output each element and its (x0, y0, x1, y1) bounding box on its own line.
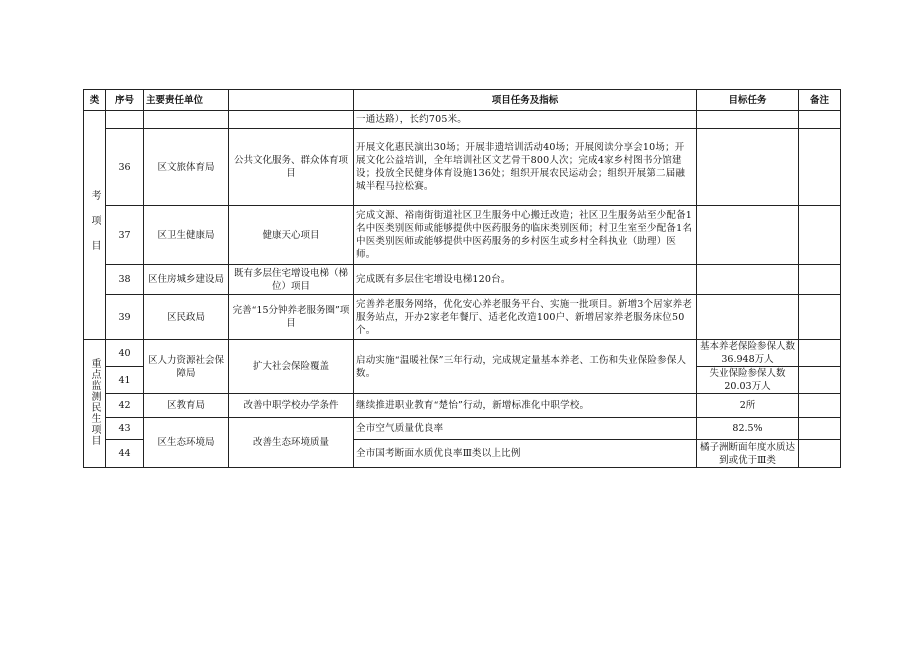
row-unit: 区人力资源社会保障局 (144, 340, 229, 394)
row-task: 完成文源、裕南街街道社区卫生服务中心搬迁改造；社区卫生服务站至少配备1名中医类别医师或能够提供中医药服务的临床类别医师；村卫生室至少配备1名中医类别医师或能够提供中医药服务的乡村医生或乡村全科执业（助理）医师。 (354, 206, 697, 265)
row-unit: 区卫生健康局 (144, 206, 229, 265)
project-table (83, 89, 841, 468)
table-row (84, 111, 841, 129)
row-item: 扩大社会保险覆盖 (229, 340, 354, 394)
row-target (697, 295, 799, 340)
row-target: 基本养老保险参保人数36.948万人 (697, 340, 799, 367)
row-number: 41 (106, 367, 144, 394)
row-number: 40 (106, 340, 144, 367)
header-unit: 主要责任单位 (144, 90, 229, 111)
row-item (229, 111, 354, 129)
row-item: 健康天心项目 (229, 206, 354, 265)
row-remark (799, 394, 841, 418)
row-target: 82.5% (697, 418, 799, 440)
row-unit: 区教育局 (144, 394, 229, 418)
row-number: 37 (106, 206, 144, 265)
row-task: 一通达路），长约705米。 (354, 111, 697, 129)
row-item: 改善中职学校办学条件 (229, 394, 354, 418)
row-task: 开展文化惠民演出30场；开展非遗培训活动40场；开展阅读分享会10场；开展文化公益培训，全年培训社区文艺骨干800人次；完成4家乡村图书分馆建设；投放全民健身体育设施136处；组织开展农民运动会；组织开展第二届融城半程马拉松赛。 (354, 129, 697, 206)
row-number: 39 (106, 295, 144, 340)
row-remark (799, 440, 841, 468)
category-cell-a (84, 111, 106, 340)
row-task: 全市国考断面水质优良率Ⅲ类以上比例 (354, 440, 697, 468)
row-target: 2所 (697, 394, 799, 418)
header-item (229, 90, 354, 111)
row-remark (799, 295, 841, 340)
header-category: 类 (84, 90, 106, 111)
row-unit: 区住房城乡建设局 (144, 265, 229, 295)
row-item: 既有多层住宅增设电梯（梯位）项目 (229, 265, 354, 295)
row-target: 失业保险参保人数20.03万人 (697, 367, 799, 394)
row-number (106, 111, 144, 129)
row-item: 改善生态环境质量 (229, 418, 354, 468)
row-remark (799, 111, 841, 129)
row-number: 36 (106, 129, 144, 206)
table-row (84, 394, 841, 418)
row-remark (799, 206, 841, 265)
row-number: 38 (106, 265, 144, 295)
row-task: 完成既有多层住宅增设电梯120台。 (354, 265, 697, 295)
row-target (697, 206, 799, 265)
category-label-a: 考 项 目 (89, 189, 100, 257)
table-row (84, 295, 841, 340)
row-task: 继续推进职业教育“楚怡”行动，新增标准化中职学校。 (354, 394, 697, 418)
header-number: 序号 (106, 90, 144, 111)
table-row (84, 418, 841, 440)
header-target: 目标任务 (697, 90, 799, 111)
row-target (697, 111, 799, 129)
row-number: 42 (106, 394, 144, 418)
table-row (84, 265, 841, 295)
row-remark (799, 265, 841, 295)
row-unit: 区文旅体育局 (144, 129, 229, 206)
row-number: 44 (106, 440, 144, 468)
row-unit: 区生态环境局 (144, 418, 229, 468)
table-row (84, 340, 841, 367)
row-remark (799, 418, 841, 440)
row-target: 橘子洲断面年度水质达到或优于Ⅲ类 (697, 440, 799, 468)
category-label-b: 重点监测民生项目 (89, 357, 100, 446)
row-item: 公共文化服务、群众体育项目 (229, 129, 354, 206)
header-row (84, 90, 841, 111)
row-unit: 区民政局 (144, 295, 229, 340)
row-item: 完善“15分钟养老服务圈”项目 (229, 295, 354, 340)
row-target (697, 265, 799, 295)
category-cell-b (84, 340, 106, 468)
row-unit (144, 111, 229, 129)
header-remark: 备注 (799, 90, 841, 111)
row-task: 完善养老服务网络，优化安心养老服务平台、实施一批项目。新增3个居家养老服务站点，开办2家老年餐厅、适老化改造100户、新增居家养老服务床位50个。 (354, 295, 697, 340)
row-number: 43 (106, 418, 144, 440)
row-remark (799, 367, 841, 394)
row-task: 全市空气质量优良率 (354, 418, 697, 440)
row-task: 启动实施“温暖社保”三年行动，完成规定量基本养老、工伤和失业保险参保人数。 (354, 340, 697, 394)
row-remark (799, 340, 841, 367)
row-target (697, 129, 799, 206)
row-remark (799, 129, 841, 206)
table-row (84, 129, 841, 206)
header-task: 项目任务及指标 (354, 90, 697, 111)
table-row (84, 206, 841, 265)
